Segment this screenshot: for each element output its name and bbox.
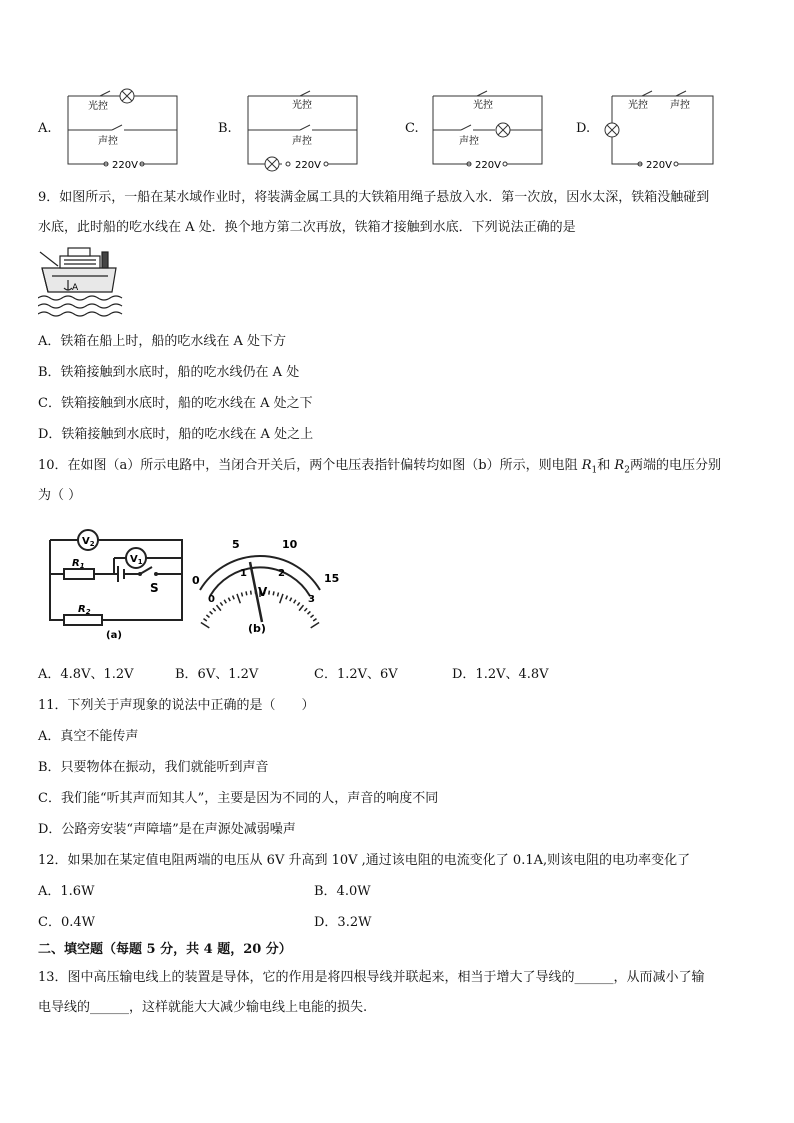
meter-tick [228, 598, 230, 602]
q13-line1: 13．图中高压输电线上的装置是导体，它的作用是将四根导线并联起来，相当于增大了导线的______，从而减小了输 [38, 970, 705, 985]
q10-scale-top-5: 5 [232, 538, 240, 551]
q8-option-d-letter: D. [576, 121, 591, 136]
meter-tick [304, 608, 307, 611]
meter-tick [251, 591, 252, 595]
q8-option-a-circuit [60, 86, 185, 172]
q10-switch-label: S [150, 581, 159, 595]
q10-stem-line1 [38, 458, 721, 479]
q10-stem-and: 和 [597, 458, 615, 473]
meter-tick [286, 596, 288, 600]
meter-tick [224, 600, 226, 604]
q8-option-b-circuit [240, 86, 365, 172]
q9-option-d: D．铁箱接触到水底时，船的吃水线在 A 处之上 [38, 427, 314, 442]
q10-scale-top-10: 10 [282, 538, 298, 551]
q10-scale-bottom-0: 0 [208, 594, 215, 605]
meter-tick [278, 593, 279, 597]
q10-r1-resistor [64, 569, 94, 579]
q8-d-sound-label: 声控 [670, 100, 690, 111]
q8-a-light-label: 光控 [88, 101, 108, 112]
q12-stem: 12．如果加在某定值电阻两端的电压从 6V 升高到 10V ,通过该电阻的电流变化了 0.1A,则该电阻的电功率变化了 [38, 853, 691, 868]
meter-tick [280, 594, 283, 603]
q9-option-c: C．铁箱接触到水底时，船的吃水线在 A 处之下 [38, 396, 313, 411]
q8-b-sound-label: 声控 [292, 136, 312, 147]
meter-tick [269, 591, 270, 595]
q10-r2-subscript: 2 [624, 465, 630, 476]
q12-option-d: D．3.2W [314, 915, 372, 930]
meter-tick [297, 602, 299, 605]
meter-tick [213, 608, 216, 611]
meter-tick [290, 598, 292, 602]
q12-option-c: C．0.4W [38, 915, 95, 930]
meter-tick [217, 605, 221, 611]
q8-b-light-label: 光控 [292, 100, 312, 111]
q8-b-voltage: 220V [295, 160, 321, 171]
q10-r1-label: $R_1$ [72, 558, 85, 570]
q10-meter-unit: V [258, 585, 268, 599]
q11-option-c: C．我们能“听其声而知其人”，主要是因为不同的人，声音的响度不同 [38, 791, 439, 806]
q9-waterline-label: A [72, 283, 79, 293]
q10-scale-top-0: 0 [192, 574, 200, 587]
meter-tick [294, 600, 296, 604]
meter-tick [246, 591, 247, 595]
q8-a-voltage: 220V [112, 160, 138, 171]
q10-voltmeter-dial [188, 538, 342, 638]
q12-option-b: B．4.0W [314, 884, 371, 899]
q8-d-voltage: 220V [646, 160, 672, 171]
q10-option-a: A．4.8V、1.2V [38, 667, 134, 682]
q10-stem-post: 两端的电压分别 [629, 458, 721, 473]
q9-stem-line2: 水底，此时船的吃水线在 A 处．换个地方第二次再放，铁箱才接触到水底．下列说法正确的是 [38, 220, 576, 235]
q10-circuit-figure [42, 522, 188, 644]
meter-tick [201, 623, 209, 628]
q12-option-a: A．1.6W [38, 884, 95, 899]
q10-scale-bottom-1: 1 [240, 568, 247, 579]
meter-tick [206, 615, 209, 618]
q10-scale-bottom-3: 3 [308, 594, 315, 605]
meter-tick [273, 591, 274, 595]
q8-option-b-letter: B. [218, 121, 232, 136]
q10-r1-subscript: 1 [591, 465, 598, 476]
meter-tick [299, 605, 303, 611]
meter-tick [220, 602, 222, 605]
q8-option-d-circuit [596, 86, 721, 172]
q10-r2-label: $R_2$ [78, 604, 91, 616]
q10-scale-bottom-2: 2 [278, 568, 285, 579]
q8-c-sound-label: 声控 [459, 136, 479, 147]
q8-option-c-letter: C. [405, 121, 419, 136]
q8-a-sound-label: 声控 [98, 136, 118, 147]
meter-tick [210, 611, 213, 614]
meter-tick [311, 615, 314, 618]
q10-option-b: B．6V、1.2V [175, 667, 259, 682]
q10-v1-label: $V_1$ [130, 554, 143, 566]
section-2-title: 二、填空题（每题 5 分，共 4 题，20 分） [38, 942, 292, 957]
q8-option-a-letter: A. [38, 121, 52, 136]
q9-stem-line1: 9．如图所示，一船在某水域作业时，将装满金属工具的大铁箱用绳子悬放入水．第一次放，因水太深，铁箱没触碰到 [38, 190, 710, 205]
q8-d-light-label: 光控 [628, 100, 648, 111]
q9-ship-figure [38, 246, 126, 318]
q10-meter-caption: (b) [248, 622, 266, 635]
meter-tick [242, 593, 243, 597]
q10-stem-line2: 为（ ） [38, 488, 82, 503]
q10-scale-top-15: 15 [324, 572, 340, 585]
q10-r2-resistor [64, 615, 102, 625]
q10-r2-symbol: R [614, 458, 625, 473]
meter-tick [204, 619, 207, 621]
meter-tick [313, 619, 316, 621]
q9-option-b: B．铁箱接触到水底时，船的吃水线仍在 A 处 [38, 365, 300, 380]
q13-line2: 电导线的______，这样就能大大减少输电线上电能的损失. [38, 1000, 368, 1015]
q8-option-c-circuit [425, 86, 550, 172]
q8-c-voltage: 220V [475, 160, 501, 171]
q10-r1-symbol: R [581, 458, 592, 473]
q11-option-b: B．只要物体在振动，我们就能听到声音 [38, 760, 269, 775]
q10-circuit-caption: (a) [106, 630, 122, 641]
q10-stem-pre: 10．在如图（a）所示电路中，当闭合开关后，两个电压表指针偏转均如图（b）所示，则电阻 [38, 458, 582, 473]
q11-option-a: A．真空不能传声 [38, 729, 139, 744]
meter-tick [308, 611, 311, 614]
q10-option-c: C．1.2V、6V [314, 667, 398, 682]
meter-tick [237, 594, 240, 603]
q10-v2-label: $V_2$ [82, 536, 95, 548]
meter-tick [311, 623, 319, 628]
q9-option-a: A．铁箱在船上时，船的吃水线在 A 处下方 [38, 334, 287, 349]
q8-c-light-label: 光控 [473, 100, 493, 111]
meter-tick [233, 596, 235, 600]
q11-option-d: D．公路旁安装“声障墙”是在声源处减弱噪声 [38, 822, 296, 837]
q11-stem: 11．下列关于声现象的说法中正确的是（ ） [38, 698, 315, 713]
q10-option-d: D．1.2V、4.8V [452, 667, 549, 682]
